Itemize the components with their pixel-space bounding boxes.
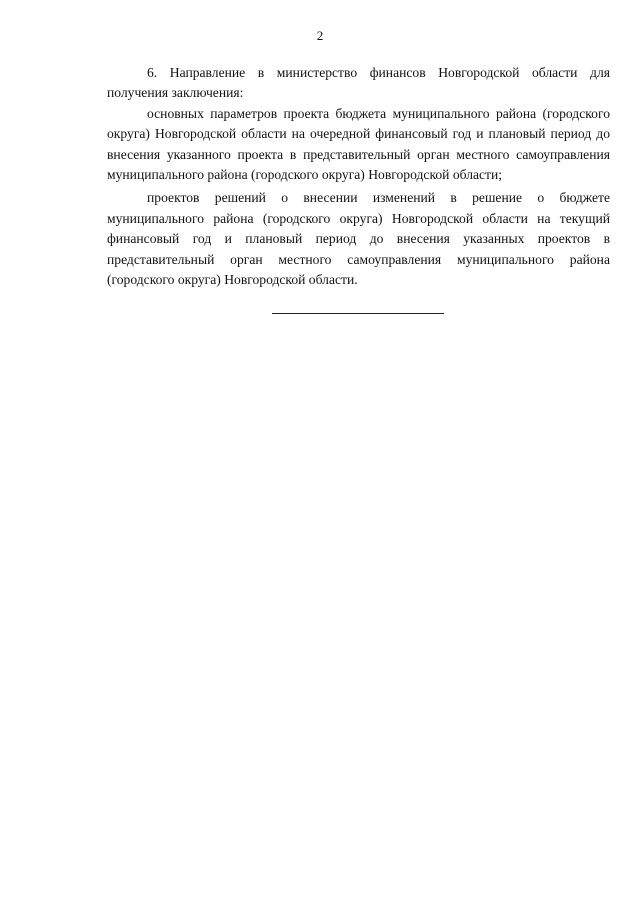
paragraph-budget-parameters: основных параметров проекта бюджета муниципального района (городского округа) Новгородской области на очередной финансовый год и плановый период до внесения указанного проекта в представительный орган местного самоуправления муниципального района (городского округа) Новгородской области; — [107, 105, 610, 183]
end-of-document-divider — [272, 313, 444, 314]
page-number: 2 — [316, 28, 324, 43]
paragraph-budget-amendments: проектов решений о внесении изменений в решение о бюджете муниципального района (городского округа) Новгородской области на текущий финансовый год и плановый период до внесения указанных проектов в представительный орган местного самоуправления муниципального района (городского округа) Новгородской области. — [107, 190, 610, 288]
paragraph-item-6: 6. Направление в министерство финансов Новгородской области для получения заключения: — [107, 65, 610, 101]
document-body — [107, 63, 610, 290]
